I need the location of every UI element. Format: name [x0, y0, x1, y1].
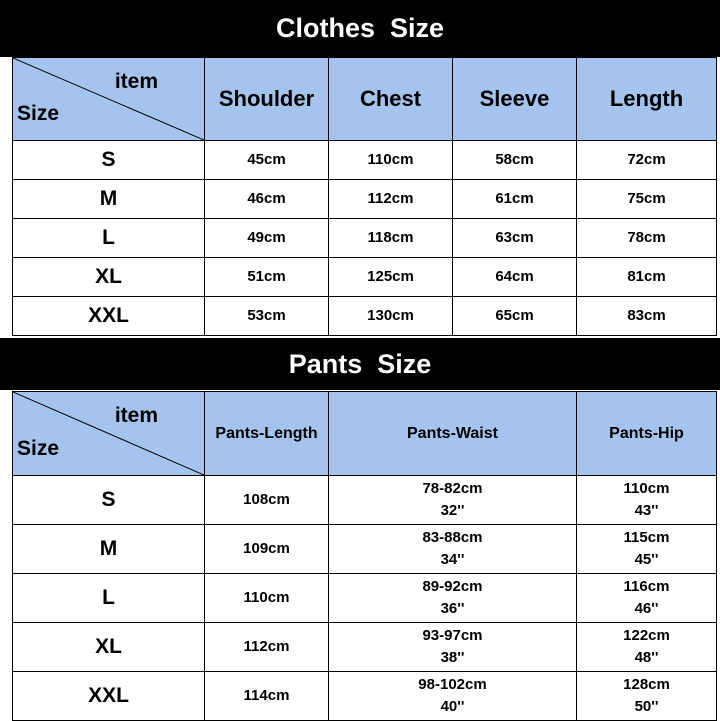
table-row [13, 525, 717, 574]
value-cell: 51cm [205, 258, 329, 297]
table-row [13, 258, 717, 297]
waist-cell [329, 672, 577, 721]
hip-inch: 46'' [634, 600, 659, 617]
clothes-size-title: Clothes Size [0, 0, 720, 57]
pants-size-title: Pants Size [0, 338, 720, 390]
waist-cm: 83-88cm [422, 529, 483, 546]
value-cell: 118cm [329, 219, 453, 258]
hip-cell [577, 672, 717, 721]
value-cell: 112cm [205, 623, 329, 672]
value-cell: 109cm [205, 525, 329, 574]
table-row [13, 672, 717, 721]
hip-cell [577, 525, 717, 574]
hip-inch: 43'' [634, 502, 659, 519]
hip-cm: 115cm [623, 529, 670, 546]
corner-item-label: item [114, 404, 158, 427]
clothes-header-row [13, 58, 717, 141]
value-cell: 46cm [205, 180, 329, 219]
pants-corner-cell [13, 392, 205, 476]
waist-cell [329, 476, 577, 525]
waist-cell [329, 525, 577, 574]
value-cell: 81cm [577, 258, 717, 297]
waist-cm: 89-92cm [422, 578, 483, 595]
table-row [13, 623, 717, 672]
value-cell: 110cm [205, 574, 329, 623]
waist-inch: 38'' [440, 649, 465, 666]
value-cell: 108cm [205, 476, 329, 525]
waist-inch: 40'' [440, 698, 465, 715]
value-cell: 125cm [329, 258, 453, 297]
value-cell: 58cm [453, 141, 577, 180]
size-label: XL [13, 258, 205, 297]
value-cell: 45cm [205, 141, 329, 180]
size-label: XXL [13, 297, 205, 336]
size-label: XXL [13, 672, 205, 721]
hip-cell [577, 623, 717, 672]
header-chest: Chest [329, 58, 453, 141]
table-row [13, 476, 717, 525]
clothes-size-table [12, 57, 717, 336]
diagonal-divider [13, 392, 204, 475]
value-cell: 78cm [577, 219, 717, 258]
corner-item-label: item [114, 70, 158, 93]
size-label: M [13, 525, 205, 574]
value-cell: 130cm [329, 297, 453, 336]
clothes-corner-cell [13, 58, 205, 141]
hip-cell [577, 476, 717, 525]
value-cell: 75cm [577, 180, 717, 219]
hip-inch: 50'' [634, 698, 659, 715]
header-shoulder: Shoulder [205, 58, 329, 141]
value-cell: 49cm [205, 219, 329, 258]
waist-inch: 36'' [440, 600, 465, 617]
hip-cm: 116cm [623, 578, 670, 595]
size-label: S [13, 141, 205, 180]
corner-size-label: Size [17, 102, 60, 125]
size-label: L [13, 219, 205, 258]
table-row [13, 297, 717, 336]
hip-cm: 122cm [623, 627, 670, 644]
waist-inch: 32'' [440, 502, 465, 519]
value-cell: 112cm [329, 180, 453, 219]
value-cell: 114cm [205, 672, 329, 721]
value-cell: 110cm [329, 141, 453, 180]
waist-cm: 78-82cm [422, 480, 483, 497]
size-label: XL [13, 623, 205, 672]
waist-cell [329, 623, 577, 672]
corner-size-label: Size [17, 437, 60, 460]
waist-cm: 93-97cm [422, 627, 483, 644]
size-label: L [13, 574, 205, 623]
waist-inch: 34'' [440, 551, 465, 568]
pants-header-row [13, 392, 717, 476]
hip-inch: 45'' [634, 551, 659, 568]
size-label: S [13, 476, 205, 525]
waist-cm: 98-102cm [418, 676, 487, 693]
header-length: Length [577, 58, 717, 141]
value-cell: 64cm [453, 258, 577, 297]
value-cell: 65cm [453, 297, 577, 336]
value-cell: 63cm [453, 219, 577, 258]
diagonal-divider [13, 58, 204, 140]
value-cell: 83cm [577, 297, 717, 336]
value-cell: 53cm [205, 297, 329, 336]
hip-cm: 128cm [623, 676, 670, 693]
hip-cm: 110cm [623, 480, 670, 497]
header-pants-length: Pants-Length [205, 392, 329, 476]
hip-cell [577, 574, 717, 623]
table-row [13, 180, 717, 219]
waist-cell [329, 574, 577, 623]
table-row [13, 574, 717, 623]
header-pants-hip: Pants-Hip [577, 392, 717, 476]
value-cell: 72cm [577, 141, 717, 180]
value-cell: 61cm [453, 180, 577, 219]
header-sleeve: Sleeve [453, 58, 577, 141]
table-row [13, 219, 717, 258]
pants-size-table [12, 391, 717, 721]
header-pants-waist: Pants-Waist [329, 392, 577, 476]
hip-inch: 48'' [634, 649, 659, 666]
table-row [13, 141, 717, 180]
size-label: M [13, 180, 205, 219]
